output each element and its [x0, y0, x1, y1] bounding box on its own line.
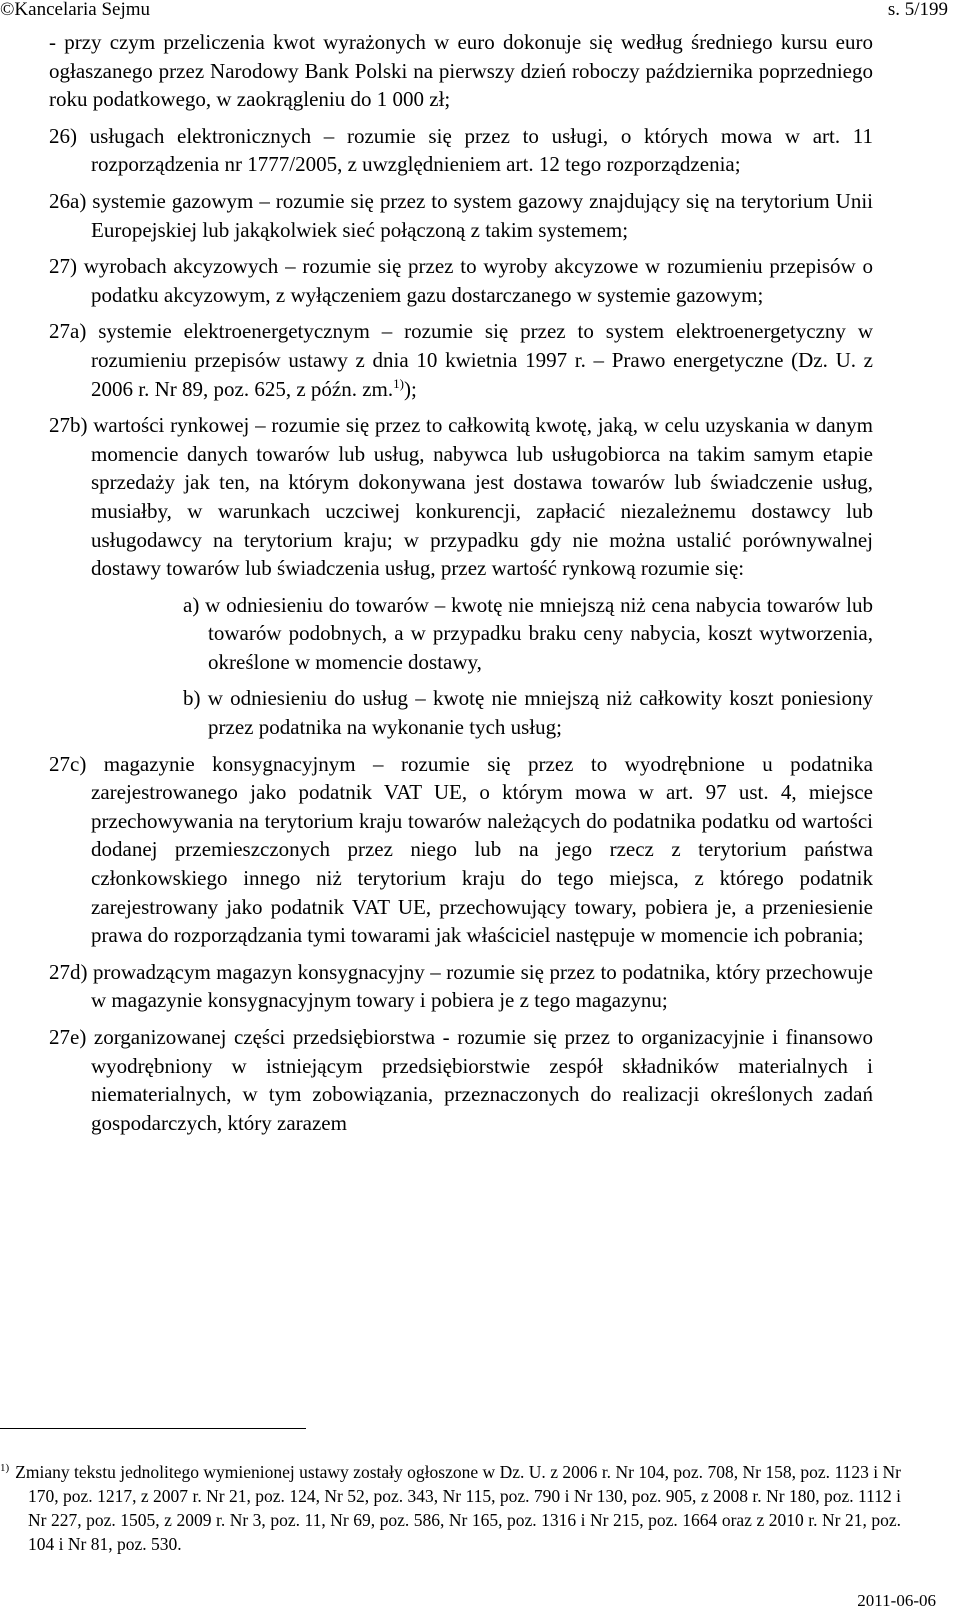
definition-27a-text: 27a) systemie elektroenergetycznym – rozumie się przez to system elektroenergetyczny w rozumieniu przepisów ustawy z dnia 10 kwietnia 1997 r. – Prawo energetyczne (Dz. U. z 2006 r. Nr 89, poz. 625, z późn. zm.	[49, 319, 873, 401]
definition-26a: 26a) systemie gazowym – rozumie się przez to system gazowy znajdujący się na terytorium Unii Europejskiej lub jakąkolwiek sieć połączoną z takim systemem;	[49, 188, 873, 242]
header-copyright: ©Kancelaria Sejmu	[0, 0, 151, 20]
definition-27a-tail: );	[403, 376, 417, 401]
definition-27e: 27e) zorganizowanej części przedsiębiorstwa - rozumie się przez to organizacyjnie i finansowo wyodrębniony w istniejącym przedsiębiorstwie zespół składników materialnych i niematerialnych, w tym zobowiązania, przeznaczonych do realizacji określonych zadań gospodarczych, który zarazem	[49, 1025, 873, 1135]
subpoint-a: a) w odniesieniu do towarów – kwotę nie mniejszą niż cena nabycia towarów lub towarów podobnych, a w przypadku braku ceny nabycia, koszt wytworzenia, określone w momencie dostawy,	[183, 592, 873, 674]
definition-27a	[49, 317, 873, 403]
footnote	[0, 1460, 901, 1556]
definition-27: 27) wyrobach akcyzowych – rozumie się przez to wyroby akcyzowe w rozumieniu przepisów o podatku akcyzowym, z wyłączeniem gazu dostarczanego w systemie gazowym;	[49, 254, 873, 307]
footnote-mark: 1)	[0, 1462, 10, 1475]
footnote-reference: 1)	[393, 375, 404, 391]
footnote-divider	[0, 1428, 306, 1429]
definition-26: 26) usługach elektronicznych – rozumie się przez to usługi, o których mowa w art. 11 rozporządzenia nr 1777/2005, z uwzględnieniem art. 12 tego rozporządzenia;	[49, 123, 873, 177]
footer-date: 2011-06-06	[857, 1591, 936, 1610]
definition-27c: 27c) magazynie konsygnacyjnym – rozumie się przez to wyodrębnione u podatnika zarejestrowanego jako podatnik VAT UE, o którym mowa w art. 97 ust. 4, miejsce przechowywania na terytorium kraju towarów należących do podatnika podatku od wartości dodanej przemieszczonych przez niego lub na jego rzecz z terytorium państwa członkowskiego innego niż terytorium kraju do tego miejsca, z którego podatnik zarejestrowany jako podatnik VAT UE, przechowujący towary, pobiera je, a przeniesienie prawa do rozporządzania tymi towarami jak właściciel następuje w momencie ich pobrania;	[49, 751, 873, 948]
subpoint-b: b) w odniesieniu do usług – kwotę nie mniejszą niż całkowity koszt poniesiony przez podatnika na wykonanie tych usług;	[183, 686, 873, 740]
header-page-number: s. 5/199	[887, 0, 948, 20]
document-body	[49, 28, 873, 1145]
footnote-text: Zmiany tekstu jednolitego wymienionej ustawy zostały ogłoszone w Dz. U. z 2006 r. Nr 104, poz. 708, Nr 158, poz. 1123 i Nr 170, poz. 1217, z 2007 r. Nr 21, poz. 124, Nr 52, poz. 343, Nr 115, poz. 790 i Nr 130, poz. 905, z 2008 r. Nr 180, poz. 1112 i Nr 227, poz. 1505, z 2009 r. Nr 3, poz. 11, Nr 69, poz. 586, Nr 165, poz. 1316 i Nr 215, poz. 1664 oraz z 2010 r. Nr 21, poz. 104 i Nr 81, poz. 530.	[15, 1462, 901, 1554]
paragraph-continuation: - przy czym przeliczenia kwot wyrażonych w euro dokonuje się według średniego kursu euro ogłaszanego przez Narodowy Bank Polski na pierwszy dzień roboczy października poprzedniego roku podatkowego, w zaokrągleniu do 1 000 zł;	[49, 30, 873, 112]
definition-27d: 27d) prowadzącym magazyn konsygnacyjny – rozumie się przez to podatnika, który przechowuje w magazynie konsygnacyjnym towary i pobiera je z tego magazynu;	[49, 959, 873, 1013]
definition-27b: 27b) wartości rynkowej – rozumie się przez to całkowitą kwotę, jaką, w celu uzyskania w danym momencie danych towarów lub usług, nabywca lub usługobiorca na takim samym etapie sprzedaży jak ten, na którym dokonywana jest dostawa towarów lub świadczenie usług, musiałby, w warunkach uczciwej konkurencji, zapłacić niezależnemu dostawcy lub usługodawcy na terytorium kraju; w przypadku gdy nie można ustalić porównywalnej dostawy towarów lub świadczenia usług, przez wartość rynkową rozumie się:	[49, 413, 873, 581]
